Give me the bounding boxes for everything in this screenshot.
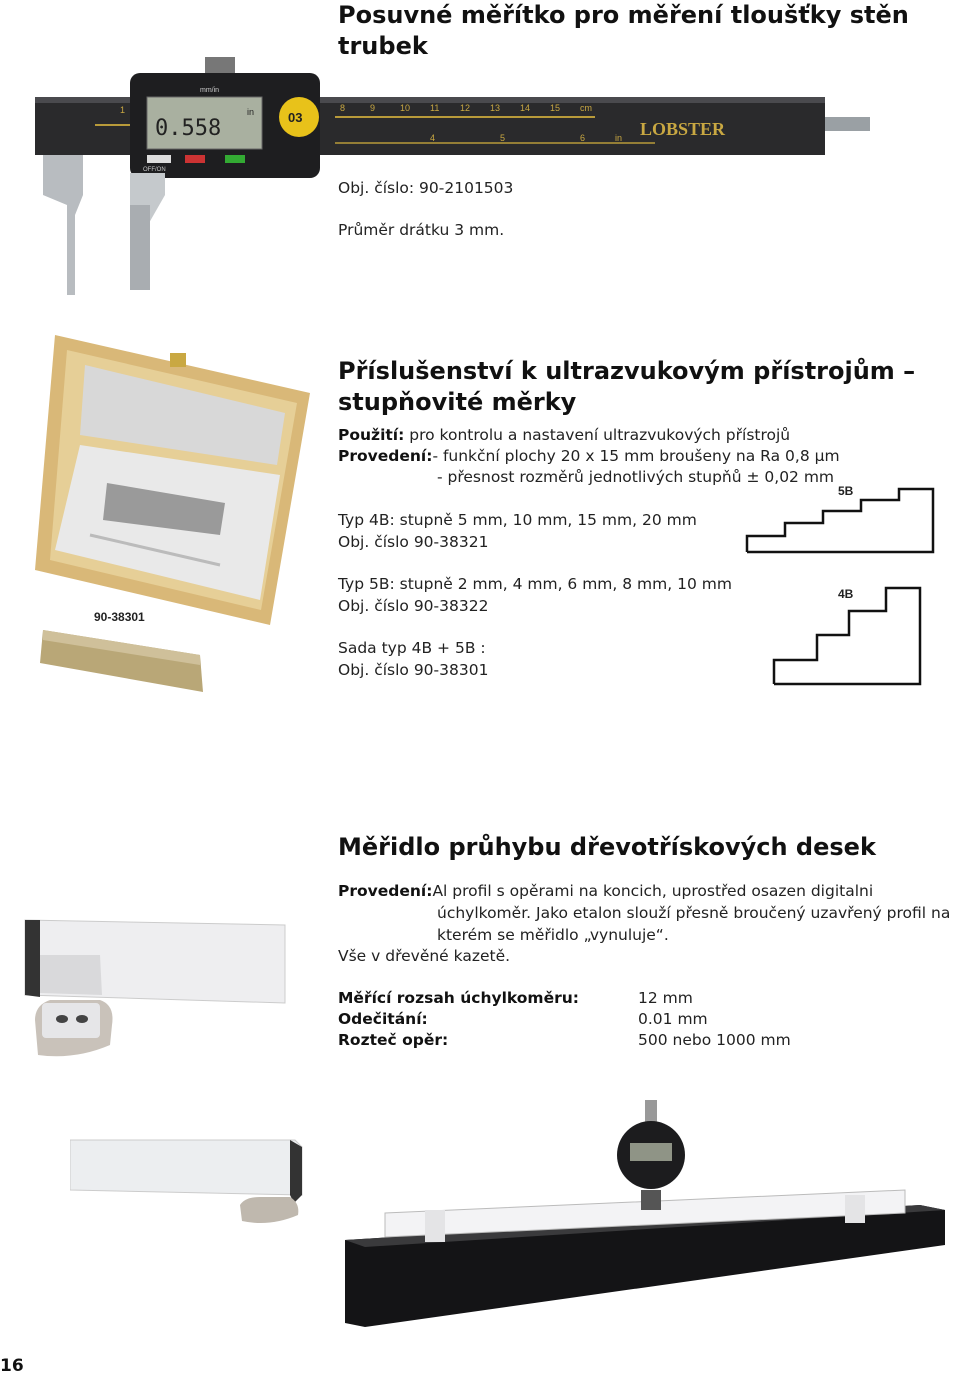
step-gauge-box-photo [35,335,325,695]
brand-logo-text: LOBSTER [640,119,726,139]
use-label: Použití: [338,426,405,444]
spec-value-spacing: 500 nebo 1000 mm [638,1031,791,1049]
section2-use [338,425,958,446]
spec-value-range: 12 mm [638,989,693,1007]
section3-exec [338,881,958,902]
caliper-unit-label: mm/in [200,87,220,94]
section2-exec [338,446,958,467]
section2-title [338,356,958,418]
exec-label: Provedení: [338,447,433,465]
section3-exec-label: Provedení: [338,882,433,900]
ip-badge: 03 [288,110,303,125]
section2-title-line2: stupňovité měrky [338,388,577,416]
section2-title-line1: Příslušenství k ultrazvukovým přístrojům – [338,357,916,385]
scale-in-unit: in [615,133,623,143]
section3-exec-line2: úchylkoměr. Jako etalon slouží přesně broučený uzavřený profil na [437,904,951,922]
use-text: pro kontrolu a nastavení ultrazvukových přístrojů [409,426,791,444]
diagram-4b-label: 4B [838,587,854,601]
scale-cm-11: 11 [430,103,440,113]
scale-cm-8: 8 [340,103,346,113]
typ5b-steps: Typ 5B: stupně 2 mm, 4 mm, 6 mm, 8 mm, 10 mm [338,575,732,593]
section3-box-line: Vše v dřevěné kazetě. [338,947,511,965]
section3-title: Měřidlo průhybu dřevotřískových desek [338,833,876,861]
box-photo-label: 90-38301 [94,610,145,624]
exec-line2: - přesnost rozměrů jednotlivých stupňů ± 0,02 mm [437,468,835,486]
scale-cm-14: 14 [520,103,531,113]
typ4b-order: Obj. číslo 90-38321 [338,533,489,551]
section1-wire-diameter: Průměr drátku 3 mm. [338,221,505,239]
profile-side-photo [70,1135,310,1235]
caliper-off-label: OFF/ON [143,167,166,173]
diagram-5b-label: 5B [838,484,854,498]
scale-cm-9: 9 [370,103,376,113]
set-order: Obj. číslo 90-38301 [338,661,489,679]
spec-label-spacing: Rozteč opěr: [338,1031,449,1049]
scale-in-5: 5 [500,133,506,143]
page-number: 16 [0,1356,24,1376]
scale-cm-15: 15 [550,103,561,113]
scale-cm-10: 10 [400,103,411,113]
scale-in-6: 6 [580,133,586,143]
section3-exec-line3: kterém se měřidlo „vynuluje“. [437,926,669,944]
profile-end-photo [20,915,290,1060]
exec-line1: - funkční plochy 20 x 15 mm broušeny na Ra 0,8 µm [432,447,840,465]
caliper-display-value: 0.558 [155,116,222,141]
typ5b-order: Obj. číslo 90-38322 [338,597,489,615]
scale-cm-unit: cm [580,103,592,113]
scale-in-4: 4 [430,133,436,143]
spec-value-reading: 0.01 mm [638,1010,708,1028]
spec-label-range: Měřící rozsah úchylkoměru: [338,989,579,1007]
section1-order-number: Obj. číslo: 90-2101503 [338,179,514,197]
scale-cm-12: 12 [460,103,471,113]
caliper-display-unit: in [247,107,255,117]
section1-title: Posuvné měřítko pro měření tloušťky stěn trubek [338,1,909,60]
section3-exec-line1: Al profil s opěrami na koncich, uprostřed osazen digitalni [432,882,874,900]
set-label: Sada typ 4B + 5B : [338,639,486,657]
typ4b-steps: Typ 4B: stupně 5 mm, 10 mm, 15 mm, 20 mm [338,511,697,529]
deflection-gauge-photo [345,1095,960,1330]
scale-cm-13: 13 [490,103,501,113]
caliper-photo [35,55,875,295]
scale-cm-1: 1 [120,105,126,115]
spec-label-reading: Odečitání: [338,1010,428,1028]
